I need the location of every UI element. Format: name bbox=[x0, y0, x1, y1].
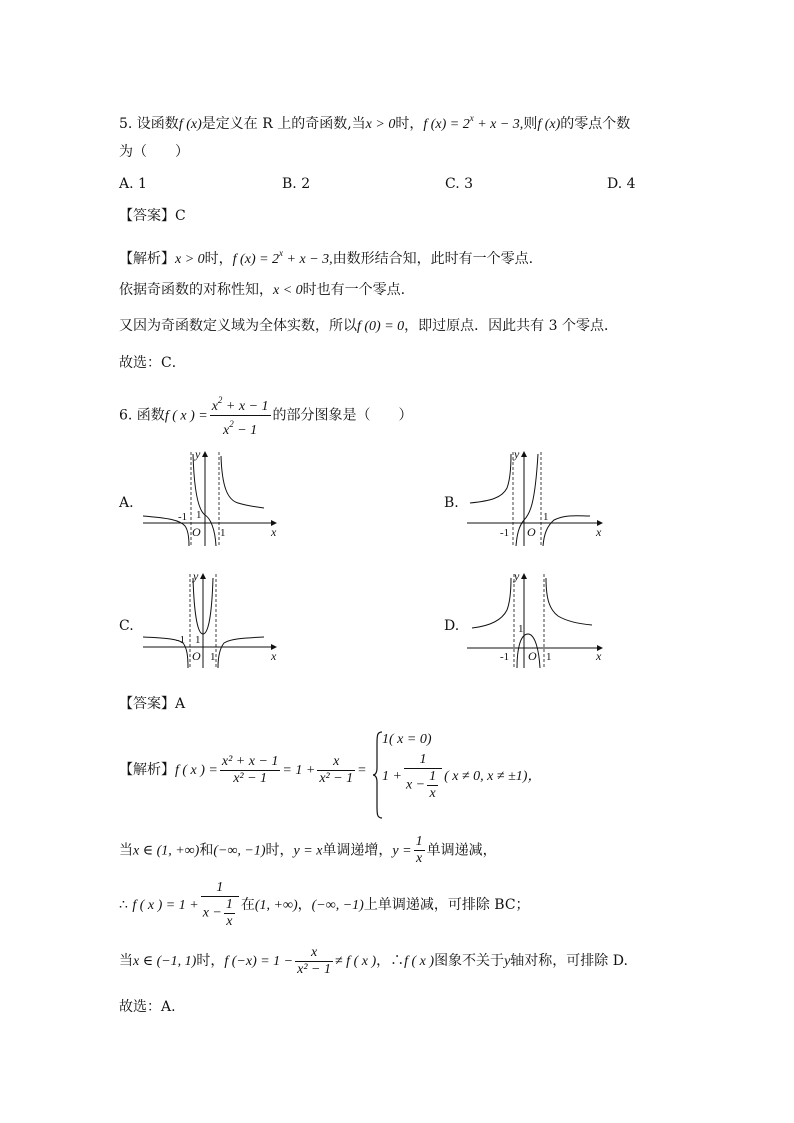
l2-d: 上单调递减，可排除 BC； bbox=[363, 897, 530, 913]
q6-analysis-frac1-den: x² − 1 bbox=[233, 770, 268, 786]
tick-neg1: -1 bbox=[176, 634, 186, 646]
l2-den-num: 1 bbox=[225, 897, 233, 912]
case2-den-num: 1 bbox=[429, 769, 437, 784]
y-axis-label: y bbox=[195, 448, 201, 461]
q5-formula-lhs: f (x) = 2 bbox=[423, 117, 470, 132]
l1-set: x ∈ (1, +∞) bbox=[133, 843, 200, 859]
l2-a: ∴ bbox=[119, 897, 128, 913]
l3-b: 时， bbox=[196, 953, 225, 969]
curve-right bbox=[543, 516, 590, 546]
l1-fd: x bbox=[415, 851, 423, 866]
piecewise-case1: 1( x = 0) bbox=[382, 732, 432, 747]
q5-analysis-rest: + x − 3, bbox=[283, 252, 333, 267]
q5-fx2: f (x) bbox=[537, 117, 561, 132]
origin: O bbox=[192, 525, 201, 539]
tick-1: 1 bbox=[220, 527, 226, 539]
q6-den-a: x bbox=[223, 423, 230, 438]
q5-analysis-formula: f (x) = 2 bbox=[232, 252, 280, 267]
l2-set2: (−∞, −1) bbox=[311, 898, 364, 913]
case2-den bbox=[404, 769, 442, 802]
q6-answer: 【答案】A bbox=[119, 696, 186, 712]
tick-neg1: -1 bbox=[500, 651, 510, 663]
l1-set2: (−∞, −1) bbox=[213, 843, 266, 859]
q6-line-therefore bbox=[119, 880, 530, 930]
tick-neg1: -1 bbox=[178, 511, 188, 523]
l2-c: ， bbox=[297, 897, 312, 913]
q5-option-c: C. 3 bbox=[445, 176, 474, 192]
l3-num: x bbox=[295, 945, 333, 962]
l2-num: 1 bbox=[201, 880, 239, 897]
tick-1-y: 1 bbox=[195, 634, 201, 646]
q5-analysis-line1 bbox=[119, 243, 533, 270]
q6-stem bbox=[119, 392, 413, 439]
case2-den-den: x bbox=[429, 786, 436, 801]
case2-num: 1 bbox=[404, 752, 442, 769]
graph-label-a: A. bbox=[119, 495, 134, 511]
q5-cond: x > 0 bbox=[365, 117, 396, 132]
piecewise-case2 bbox=[382, 752, 541, 802]
case2-den-frac bbox=[427, 769, 438, 802]
q5-analysis-label: 【解析】 bbox=[119, 251, 175, 267]
q5-analysis2-a: 依据奇函数的对称性知， bbox=[119, 282, 273, 298]
l2-den bbox=[201, 897, 239, 930]
x-axis-label: x bbox=[596, 525, 602, 539]
l3-c: ，∴ bbox=[376, 953, 405, 969]
l2-den-den: x bbox=[226, 914, 233, 929]
q6-analysis-frac1-num: x² + x − 1 bbox=[221, 753, 279, 769]
case2-cond: ( x ≠ 0, x ≠ ±1) bbox=[444, 769, 528, 785]
graph-c bbox=[138, 570, 288, 670]
l2-frac bbox=[201, 880, 239, 930]
q5-stem-c: 时， bbox=[395, 116, 424, 132]
l3-set: x ∈ (−1, 1) bbox=[133, 954, 197, 969]
x-axis-label: x bbox=[596, 649, 602, 663]
tick-neg1: -1 bbox=[500, 527, 510, 539]
q5-formula-sup: x bbox=[469, 113, 474, 123]
q5-fx: f (x) bbox=[178, 117, 202, 132]
q6-suffix: 的部分图象是（ ） bbox=[272, 407, 413, 424]
q6-analysis-label: 【解析】 bbox=[119, 762, 175, 778]
q5-analysis3-f: f (0) = 0 bbox=[357, 319, 405, 334]
graph-d bbox=[462, 570, 612, 670]
l3-f2: f ( x ) bbox=[404, 954, 435, 969]
l3-ne: ≠ f ( x ) bbox=[335, 954, 377, 969]
l2-f: f ( x ) = 1 + bbox=[132, 898, 199, 913]
q6-analysis-f: f ( x ) = bbox=[175, 763, 218, 778]
l1-b: 时， bbox=[265, 842, 294, 859]
case-tail: ， bbox=[527, 769, 542, 785]
y-axis-label: y bbox=[514, 448, 520, 461]
l1-d: 单调递减， bbox=[426, 842, 497, 859]
q5-option-b: B. 2 bbox=[282, 176, 311, 192]
q6-fraction bbox=[210, 392, 271, 439]
q5-analysis-line2 bbox=[119, 280, 405, 301]
q5-option-a: A. 1 bbox=[119, 176, 147, 192]
curve-left bbox=[470, 454, 511, 503]
curve-right bbox=[218, 637, 264, 668]
q6-fx: f ( x ) = bbox=[164, 408, 208, 424]
q6-line-symmetry bbox=[119, 943, 628, 980]
q5-formula-rhs: + x − 3, bbox=[473, 117, 524, 132]
tick-1-y: 1 bbox=[518, 623, 524, 635]
q6-prefix: 6. 函数 bbox=[119, 407, 165, 424]
q5-stem-line1 bbox=[119, 108, 630, 135]
q5-analysis-text-a: 时， bbox=[204, 251, 233, 267]
graph-label-d: D. bbox=[444, 618, 460, 634]
q5-answer: 【答案】C bbox=[119, 208, 186, 224]
case2-prefix: 1 + bbox=[382, 769, 402, 785]
l3-d: 图象不关于 bbox=[434, 953, 505, 969]
q6-analysis-eq2: = bbox=[357, 763, 367, 778]
q5-stem-b: 是定义在 R 上的奇函数,当 bbox=[201, 116, 366, 132]
graph-label-b: B. bbox=[444, 495, 459, 511]
q5-conclusion: 故选：C． bbox=[119, 355, 186, 371]
q5-analysis3-a: 又因为奇函数定义域为全体实数，所以 bbox=[119, 318, 357, 334]
graph-b bbox=[462, 448, 612, 548]
origin: O bbox=[527, 525, 536, 539]
case2-den-a: x − bbox=[405, 777, 426, 793]
l2-b: 在 bbox=[240, 897, 255, 913]
l2-den-frac bbox=[224, 897, 235, 930]
q6-analysis-frac2-num: x bbox=[317, 754, 355, 771]
graph-a bbox=[138, 448, 288, 548]
l1-and: 和 bbox=[199, 842, 214, 859]
q6-num-a: x bbox=[211, 399, 218, 414]
q5-stem-e: 的零点个数 bbox=[560, 116, 631, 132]
tick-1: 1 bbox=[210, 651, 216, 663]
q6-analysis-frac1 bbox=[220, 754, 281, 787]
q6-num-b: + x − 1 bbox=[222, 399, 269, 414]
q6-analysis-line1 bbox=[119, 752, 367, 789]
l3-den: x² − 1 bbox=[297, 961, 331, 977]
q6-conclusion: 故选：A. bbox=[119, 999, 176, 1015]
l1-fn: 1 bbox=[415, 834, 423, 849]
tick-1: 1 bbox=[546, 651, 552, 663]
q6-analysis-frac2 bbox=[317, 754, 355, 787]
tick-1: 1 bbox=[543, 511, 549, 523]
q5-stem-a: 5. 设函数 bbox=[119, 116, 179, 132]
graph-label-c: C. bbox=[119, 618, 134, 634]
l1-y: y = bbox=[392, 843, 412, 859]
curve-right bbox=[221, 456, 264, 508]
y-axis-label: y bbox=[193, 570, 199, 583]
case2-frac bbox=[404, 752, 442, 802]
q5-analysis-cond: x > 0 bbox=[175, 252, 205, 267]
l3-a: 当 bbox=[119, 953, 133, 969]
q5-stem-d: 则 bbox=[523, 116, 538, 132]
origin: O bbox=[192, 649, 201, 663]
q6-line-monotonic bbox=[119, 834, 497, 867]
l1-a: 当 bbox=[119, 842, 133, 859]
curve-right bbox=[546, 578, 592, 625]
q5-analysis2-b: 时也有一个零点. bbox=[302, 282, 406, 298]
q5-stem-line2: 为（ ） bbox=[119, 144, 189, 160]
l2-den-a: x − bbox=[202, 905, 222, 921]
x-axis-label: x bbox=[271, 525, 277, 539]
q6-den-sup: 2 bbox=[229, 419, 234, 429]
q6-analysis-eq: = 1 + bbox=[282, 763, 316, 778]
origin: O bbox=[528, 649, 537, 663]
l3-frac bbox=[295, 945, 333, 978]
q6-den-b: − 1 bbox=[233, 423, 258, 438]
q5-analysis3-b: ，即过原点．因此共有 3 个零点． bbox=[404, 318, 618, 334]
q5-analysis2-cond: x < 0 bbox=[273, 283, 303, 298]
q6-analysis-frac2-den: x² − 1 bbox=[319, 770, 354, 786]
l3-f: f (−x) = 1 − bbox=[224, 954, 294, 969]
q5-option-d: D. 4 bbox=[607, 176, 636, 192]
q6-num-sup: 2 bbox=[217, 395, 223, 405]
l1-yx: y = x bbox=[293, 843, 323, 859]
curve-left bbox=[472, 578, 511, 628]
l3-y: y bbox=[504, 954, 511, 969]
l1-c: 单调递增， bbox=[322, 842, 393, 859]
q5-analysis-text-b: 由数形结合知，此时有一个零点. bbox=[332, 251, 534, 267]
tick-1-y: 1 bbox=[196, 509, 202, 521]
l3-e: 轴对称，可排除 D. bbox=[510, 953, 628, 969]
q5-analysis-line3 bbox=[119, 316, 618, 337]
y-axis-label: y bbox=[514, 570, 520, 583]
l2-set: (1, +∞) bbox=[254, 898, 298, 913]
l1-frac bbox=[414, 834, 425, 867]
x-axis-label: x bbox=[271, 649, 277, 663]
q5-analysis-sup: x bbox=[279, 248, 284, 258]
